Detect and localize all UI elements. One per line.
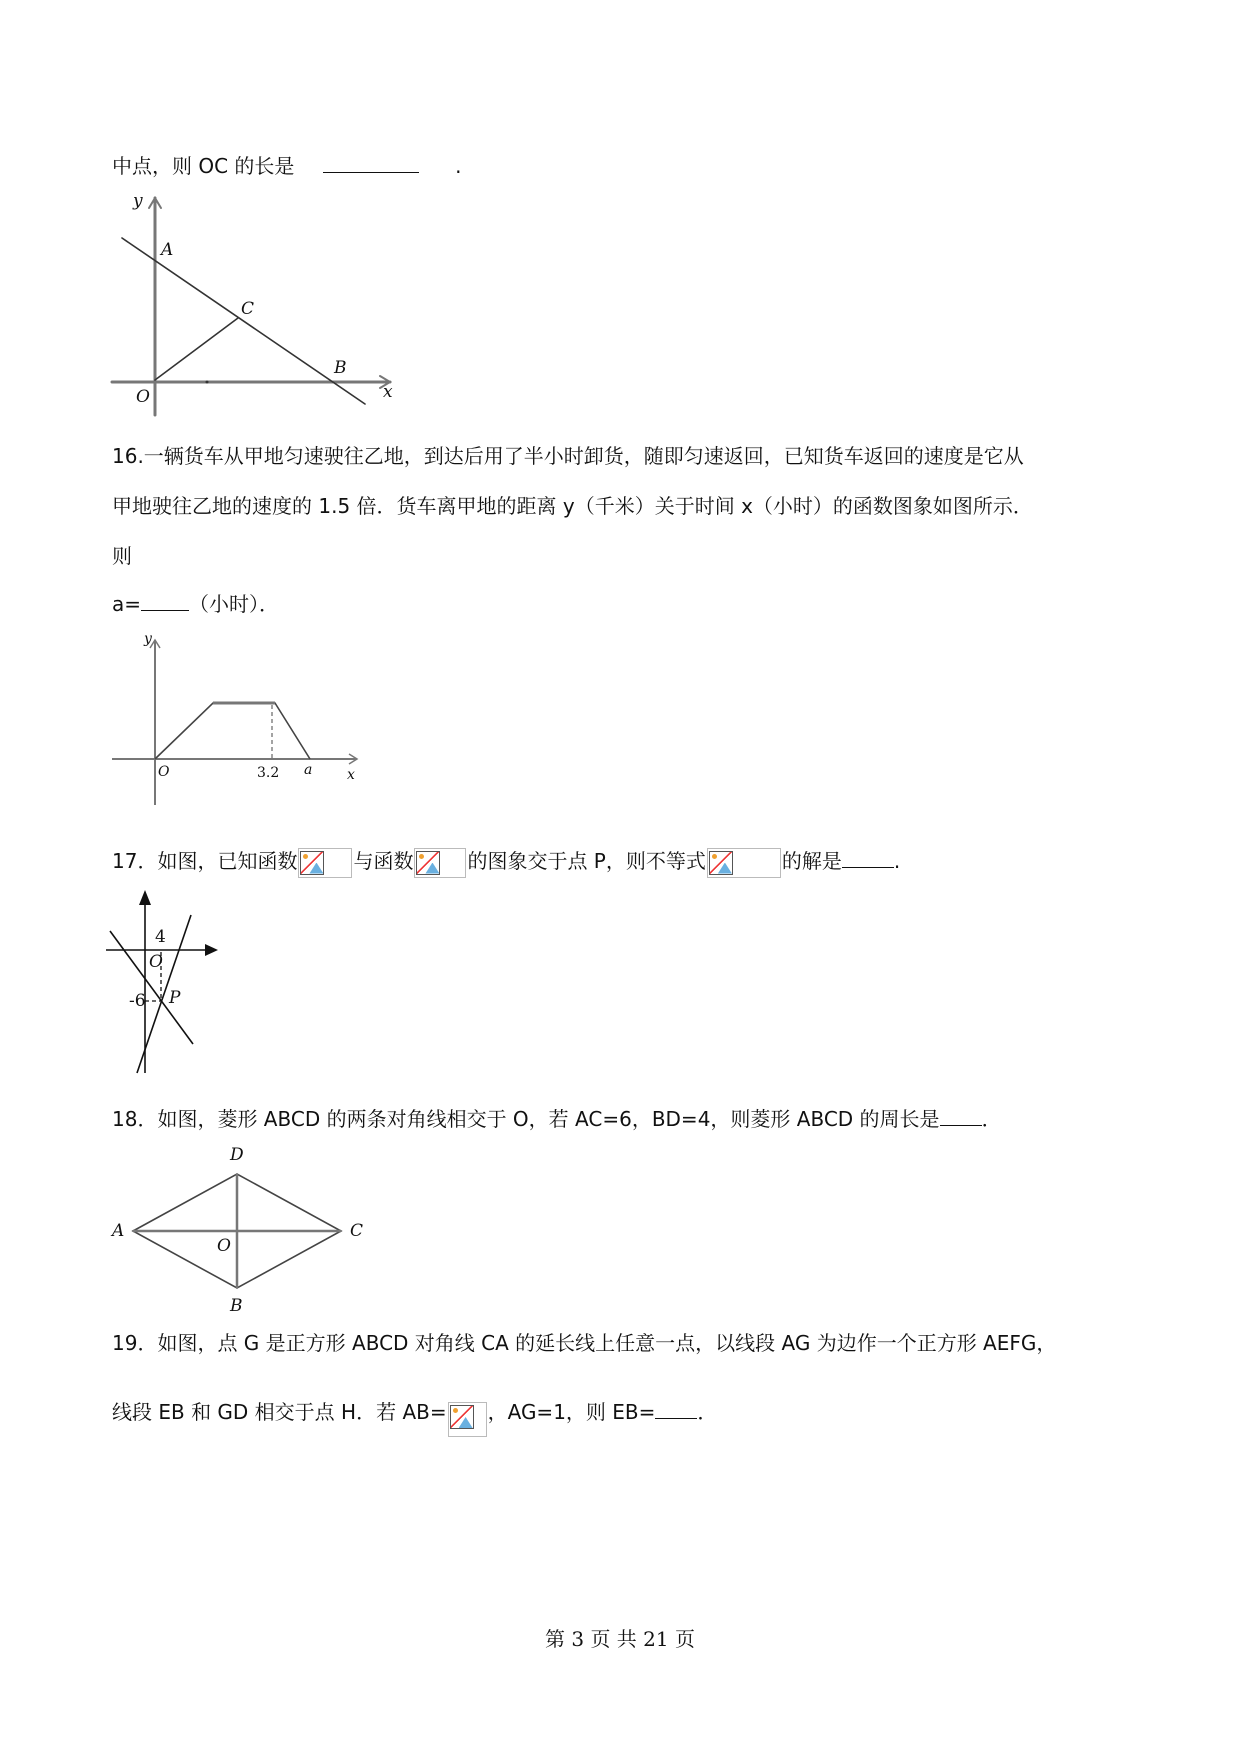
point-label-a: A [161,240,174,260]
formula-image-1 [298,848,352,878]
distance-time-line [155,703,310,759]
origin-label: O [149,952,163,972]
point-label-p: P [169,988,181,1008]
vertex-label-c: C [350,1221,364,1241]
q18-question: 18．如图，菱形 ABCD 的两条对角线相交于 O，若 AC=6，BD=4，则菱形 ABCD 的周长是 [112,1107,940,1131]
q15-period: . [455,154,462,178]
q15-question: 中点，则 OC 的长是 [112,154,295,178]
q16-line1: 16.一辆货车从甲地匀速驶往乙地，到达后用了半小时卸货，随即匀速返回，已知货车返回的速度是它从 [112,444,1024,468]
vertex-label-d: D [230,1145,244,1165]
vertex-label-b: B [230,1296,243,1316]
point-label-c: C [241,299,255,319]
formula-image-3 [707,848,781,878]
answer-blank [940,1105,982,1126]
q16-a-label: a= [112,592,142,616]
axis-label-y: y [133,191,143,211]
q16-line4 [112,590,279,617]
q16-unit: （小时）． [189,592,280,616]
tick-label-neg6: -6 [129,991,146,1011]
q17-part3: 的图象交于点 P，则不等式 [467,849,706,873]
axis-label-y: y [144,631,152,647]
q19-line1: 19．如图，点 G 是正方形 ABCD 对角线 CA 的延长线上任意一点，以线段 AG 为边作一个正方形 AEFG， [112,1331,1057,1355]
q16-line3: 则 [112,544,132,568]
y-arrow-icon [139,890,151,905]
q17-text [112,847,900,878]
origin-label: O [158,764,170,780]
answer-blank [141,590,189,611]
q18-period: ． [981,1107,1002,1131]
q16-line2: 甲地驶往乙地的速度的 1.5 倍．货车离甲地的距离 y（千米）关于时间 x（小时）的函数图象如图所示． [112,494,1033,518]
vertex-label-a: A [112,1221,125,1241]
q19-line2 [112,1398,717,1437]
center-label-o: O [217,1236,231,1256]
axis-label-x: x [383,382,393,402]
tick-label-a: a [304,762,313,778]
broken-image-icon [709,851,733,875]
q17-part4: 的解是 [781,849,842,873]
q17-period: . [893,849,901,873]
broken-image-icon [450,1405,474,1429]
q19-part1: 线段 EB 和 GD 相交于点 H．若 AB= [112,1400,447,1424]
q17-part2: 与函数 [353,849,414,873]
formula-image-ab [448,1402,487,1437]
tick-label-4: 4 [155,927,166,947]
q19-period: ． [697,1400,718,1424]
q18-rhombus [133,1174,341,1288]
answer-blank [842,847,894,868]
tick-mark [206,381,209,384]
point-label-b: B [334,358,347,378]
q17-part1: 17．如图，已知函数 [112,849,298,873]
segment-oc [155,318,238,380]
broken-image-icon [300,851,324,875]
formula-image-2 [414,848,466,878]
page-footer: 第 3 页 共 21 页 [545,1627,695,1651]
q19-part2: ，AG=1，则 EB= [487,1400,656,1424]
q17-graph [106,890,218,1073]
broken-image-icon [416,851,440,875]
x-arrow-icon [205,944,218,956]
tick-label-3-2: 3.2 [257,765,280,781]
origin-label: O [136,387,150,407]
q18-text [112,1105,1002,1132]
answer-blank [655,1398,697,1419]
q16-graph [112,640,357,805]
axis-label-x: x [347,767,355,783]
